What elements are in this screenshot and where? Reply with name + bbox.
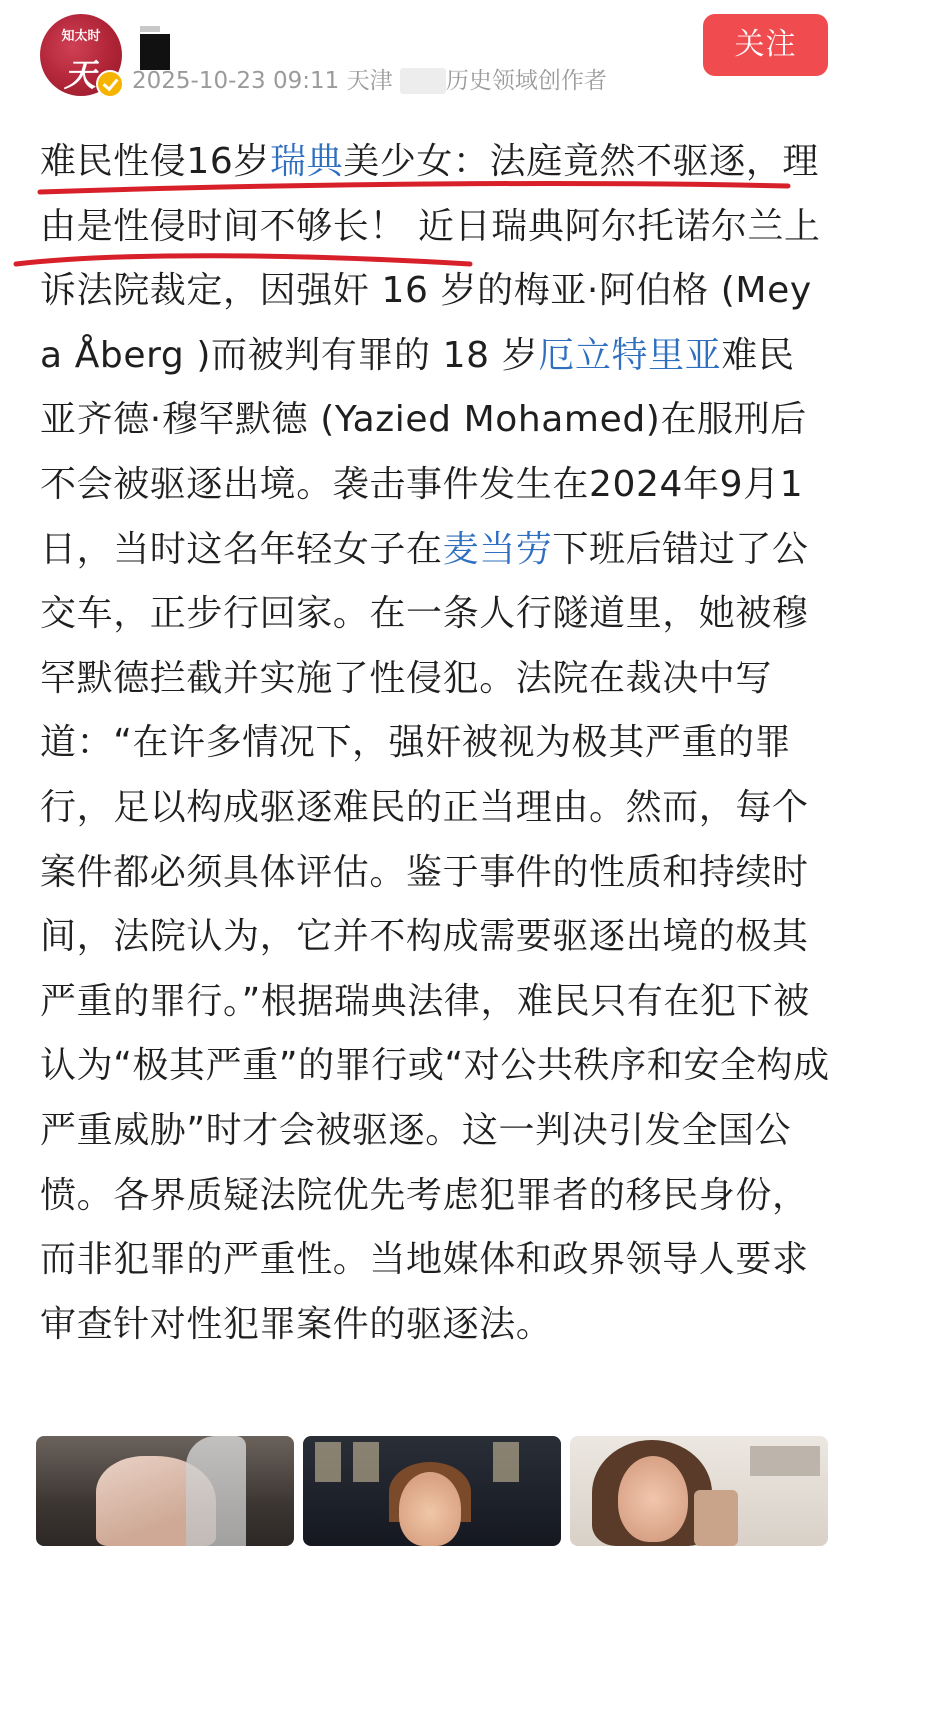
body-text-2: 美少女：法庭竟然不驱逐，理由是性侵时间不够长！ 近日瑞典阿尔托诺尔兰上诉法院裁定，因强奸 16 岁的梅亚·阿伯格 (Meya Åberg )而被判有罪的 18 岁 — [40, 141, 821, 376]
avatar-logo-glyph: 天 — [64, 56, 97, 94]
gallery-image-1[interactable] — [36, 1436, 294, 1546]
post-header — [0, 0, 946, 120]
image-window-shape — [315, 1442, 341, 1482]
image-phone-shape — [694, 1490, 738, 1546]
topic-link-eritrea[interactable]: 厄立特里亚 — [538, 334, 722, 376]
image-face-shape — [399, 1472, 461, 1546]
gallery-image-3[interactable] — [570, 1436, 828, 1546]
gallery-image-2[interactable] — [303, 1436, 561, 1546]
post-time-location: 2025-10-23 09:11 天津 — [132, 68, 393, 94]
post-body-text — [40, 130, 830, 1357]
body-text-1: 难民性侵16岁 — [40, 141, 271, 182]
post-meta-blurred — [400, 68, 446, 94]
image-window-shape — [353, 1442, 379, 1482]
topic-link-sweden[interactable]: 瑞典 — [270, 141, 344, 182]
author-name-redacted-top — [140, 26, 160, 32]
author-title: 历史领域创作者 — [445, 68, 607, 94]
body-text-4: 下班后错过了公交车，正步行回家。在一条人行隧道里，她被穆罕默德拦截并实施了性侵犯。法院在裁决中写道：“在许多情况下，强奸被视为极其严重的罪行，足以构成驱逐难民的正当理由。然而，每个案件都必须具体评估。鉴于事件的性质和持续时间，法院认为，它并不构成需要驱逐出境的极其严重的罪行。”根据瑞典法律，难民只有在犯下被认为“极其严重”的罪行或“对公共秩序和安全构成严重威胁”时才会被驱逐。这一判决引发全国公愤。各界质疑法院优先考虑犯罪者的移民身份，而非犯罪的严重性。当地媒体和政界领导人要求审查针对性犯罪案件的驱逐法。 — [40, 528, 830, 1345]
avatar-logo-text: 知太时 — [61, 29, 101, 44]
post-meta — [132, 62, 607, 95]
image-gallery — [36, 1436, 828, 1546]
image-face-shape — [618, 1456, 688, 1542]
body-text-3: 难民亚齐德·穆罕默德 (Yazied Mohamed)在服刑后不会被驱逐出境。袭击事件发生在2024年9月1日，当时这名年轻女子在 — [40, 334, 807, 570]
image-window-shape — [493, 1442, 519, 1482]
follow-button[interactable]: 关注 — [703, 14, 828, 76]
image-cabinet-shape — [750, 1446, 820, 1476]
image-arm-shape — [186, 1436, 246, 1546]
verified-badge-icon — [96, 70, 124, 98]
topic-link-mcdonalds[interactable]: 麦当劳 — [442, 528, 553, 570]
